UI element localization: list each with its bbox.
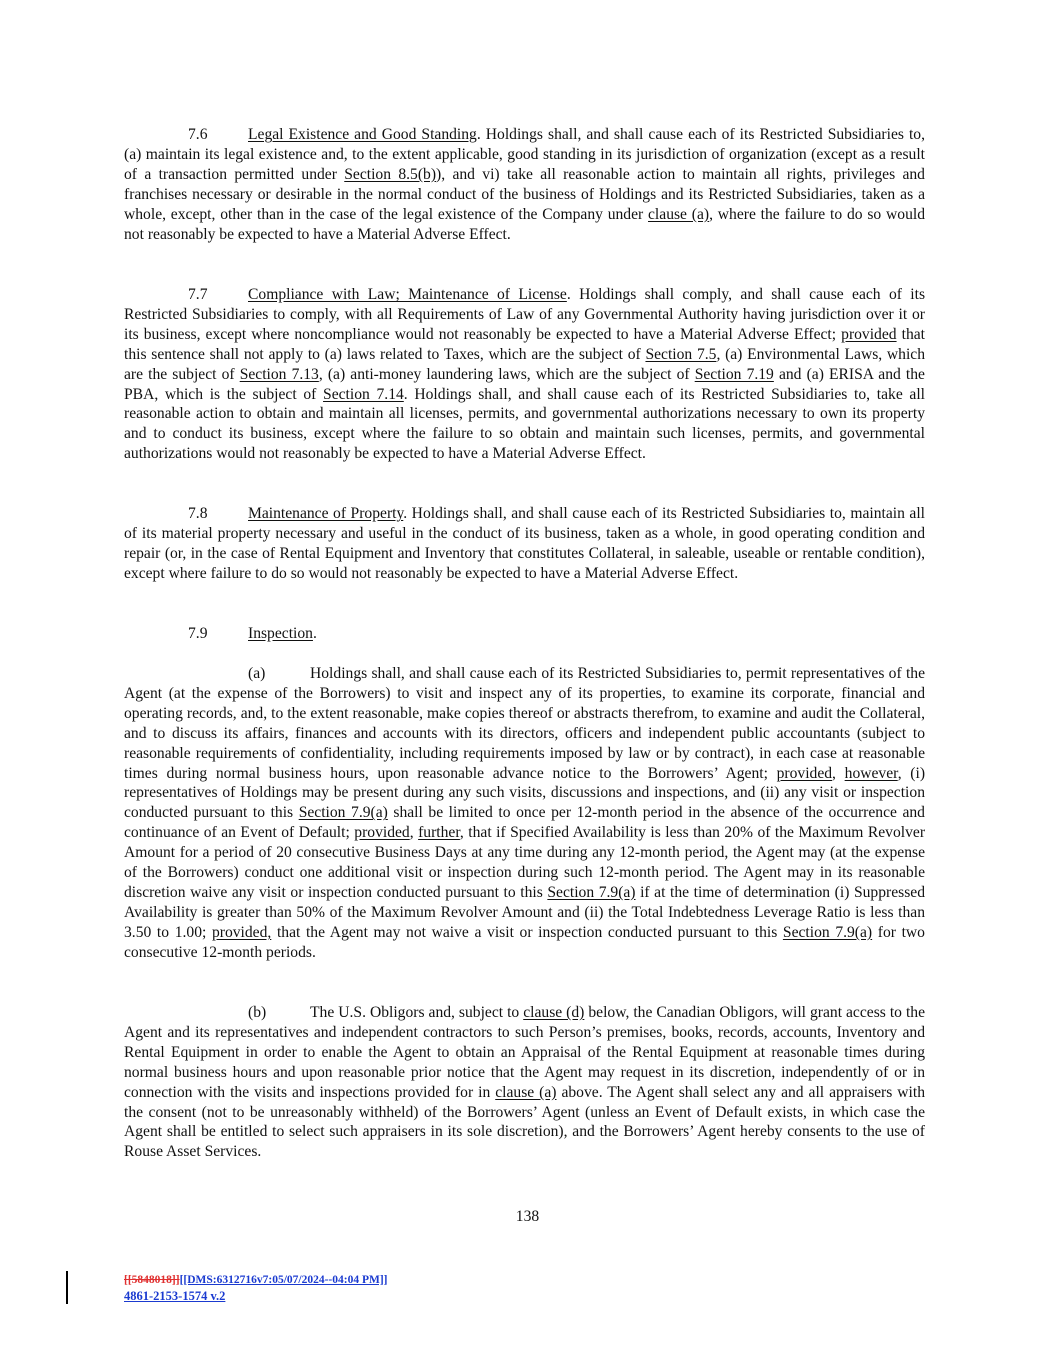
change-bar — [66, 1271, 68, 1304]
cross-reference: Section 8.5(b) — [344, 165, 437, 183]
cross-reference: Section 7.9(a) — [547, 883, 636, 901]
provided-term: provided — [776, 764, 833, 782]
section-title: Maintenance of Property — [248, 505, 404, 522]
section-number: 7.9 — [188, 625, 208, 642]
section-7-7: 7.7 Compliance with Law; Maintenance of License. Holdings shall comply, and shall cause each of its Restricted Subsidiaries to comply, with all Requirements of Law of any Governmental Authority having jurisdiction over it or its business, except where noncompliance would not reasonably be expected to have a Material Adverse Effect; provided that this sentence shall not apply to (a) laws related to Taxes, which are the subject of Section 7.5, (a) Environmental Laws, which are the subject of Section 7.13, (a) anti-money laundering laws, which are the subject of Section 7.19 and (a) ERISA and the PBA, which is the subject of Section 7.14. Holdings shall, and shall cause each of its Restricted Subsidiaries to, take all reasonable action to obtain and maintain all licenses, permits, and governmental authorizations necessary to own its property and to conduct its business, except where the failure to so obtain and maintain such licenses, permits, and governmental authorizations would not reasonably be expected to have a Material Adverse Effect. — [124, 286, 926, 463]
provided-term: provided, — [211, 923, 272, 941]
provided-term: provided — [841, 325, 897, 343]
cross-reference: Section 7.14 — [323, 385, 404, 403]
cross-reference: Section 7.13 — [239, 365, 319, 383]
inserted-document-id: [[DMS:6312716v7:05/07/2024--04:04 PM]] — [179, 1274, 388, 1286]
cross-reference: Section 7.9(a) — [782, 923, 873, 941]
section-7-9-b: (b) The U.S. Obligors and, subject to clause (d) below, the Canadian Obligors, will grant access to the Agent and its representatives and independent contractors to such Person’s premises, books, records, accounts, Inventory and Rental Equipment in order to enable the Agent to obtain an Appraisal of the Rental Equipment at reasonable times during normal business hours and upon reasonable prior notice that the Agent may request in its discretion, independently of or in connection with the visits and inspections provided for in clause (a) above. The Agent shall select any and all appraisers with the consent (not to be unreasonably withheld) of the Borrowers’ Agent (unless an Event of Default exists, in which case the Agent shall be entitled to select such appraisers in its sole discretion), and the Borrowers’ Agent hereby consents to the use of Rouse Asset Services. — [124, 1004, 926, 1161]
section-number: 7.6 — [188, 126, 208, 143]
clause-label: (b) — [248, 1004, 267, 1021]
section-7-6: 7.6 Legal Existence and Good Standing. Holdings shall, and shall cause each of its Restricted Subsidiaries to, (a) maintain its legal existence and, to the extent applicable, good standing in its jurisdiction of organization (except as a result of a transaction permitted under Section 8.5(b)), and vi) take all reasonable action to maintain all rights, privileges and franchises necessary or desirable in the normal conduct of the business of Holdings and its Restricted Subsidiaries, taken as a whole, except, other than in the case of the legal existence of the Company under clause (a), where the failure to do so would not reasonably be expected to have a Material Adverse Effect. — [124, 126, 925, 243]
cross-reference: Section 7.19 — [694, 365, 774, 383]
however-term: however — [844, 764, 898, 782]
document-id-footer — [124, 1273, 388, 1287]
document-number: 4861-2153-1574 v.2 — [124, 1289, 226, 1303]
cross-reference: Section 7.9(a) — [298, 804, 388, 822]
cross-reference: Section 7.5 — [645, 345, 717, 363]
section-number: 7.7 — [188, 286, 208, 303]
cross-reference: clause (d) — [523, 1004, 585, 1021]
cross-reference: clause (a) — [648, 205, 710, 223]
section-7-9-a: (a) Holdings shall, and shall cause each of its Restricted Subsidiaries to, permit representatives of the Agent (at the expense of the Borrowers) to visit and inspect any of its properties, to examine its corporate, financial and operating records, and, to the extent reasonable, make copies thereof or abstracts therefrom, to examine and audit the Collateral, and to discuss its affairs, finances and accounts with its directors, officers and independent public accountants (subject to reasonable requirements of confidentiality, including requirements imposed by law or by contract), in each case at reasonable times during normal business hours, upon reasonable advance notice to the Borrowers’ Agent; provided, however, (i) representatives of Holdings may be present during any such visits, discussions and inspections, and (ii) any visit or inspection conducted pursuant to this Section 7.9(a) shall be limited to once per 12-month period in the absence of the occurrence and continuance of an Event of Default; provided, further, that if Specified Availability is less than 20% of the Maximum Revolver Amount for a period of 20 consecutive Business Days at any time during any 12-month period, the Agent may (at the expense of the Borrowers) conduct one additional visit or inspection during such 12-month period. The Agent may in its reasonable discretion waive any visit or inspection conducted pursuant to this Section 7.9(a) if at the time of determination (i) Suppressed Availability is greater than 50% of the Maximum Revolver Amount and (ii) the Total Indebtedness Leverage Ratio is less than 3.50 to 1.00; provided, that the Agent may not waive a visit or inspection conducted pursuant to this Section 7.9(a) for two consecutive 12-month periods. — [124, 665, 926, 961]
section-7-9-heading: 7.9 Inspection. — [188, 625, 317, 642]
deleted-document-id: [[5848018]] — [124, 1274, 180, 1286]
section-7-8: 7.8 Maintenance of Property. Holdings shall, and shall cause each of its Restricted Subsidiaries to, maintain all of its material property necessary and useful in the conduct of its business, taken as a whole, in good operating condition and repair (or, in the case of Rental Equipment and Inventory that constitutes Collateral, in saleable, useable or rentable condition), except where failure to do so would not reasonably be expected to have a Material Adverse Effect. — [124, 505, 925, 582]
cross-reference: clause (a) — [495, 1083, 557, 1101]
further-term: further — [418, 824, 460, 842]
provided-term: provided — [354, 824, 410, 842]
section-title: Legal Existence and Good Standing — [248, 126, 477, 143]
page-number: 138 — [515, 1208, 540, 1225]
section-title: Compliance with Law; Maintenance of License — [248, 286, 567, 303]
section-number: 7.8 — [188, 505, 208, 522]
section-title: Inspection — [248, 625, 313, 642]
clause-label: (a) — [248, 665, 266, 682]
